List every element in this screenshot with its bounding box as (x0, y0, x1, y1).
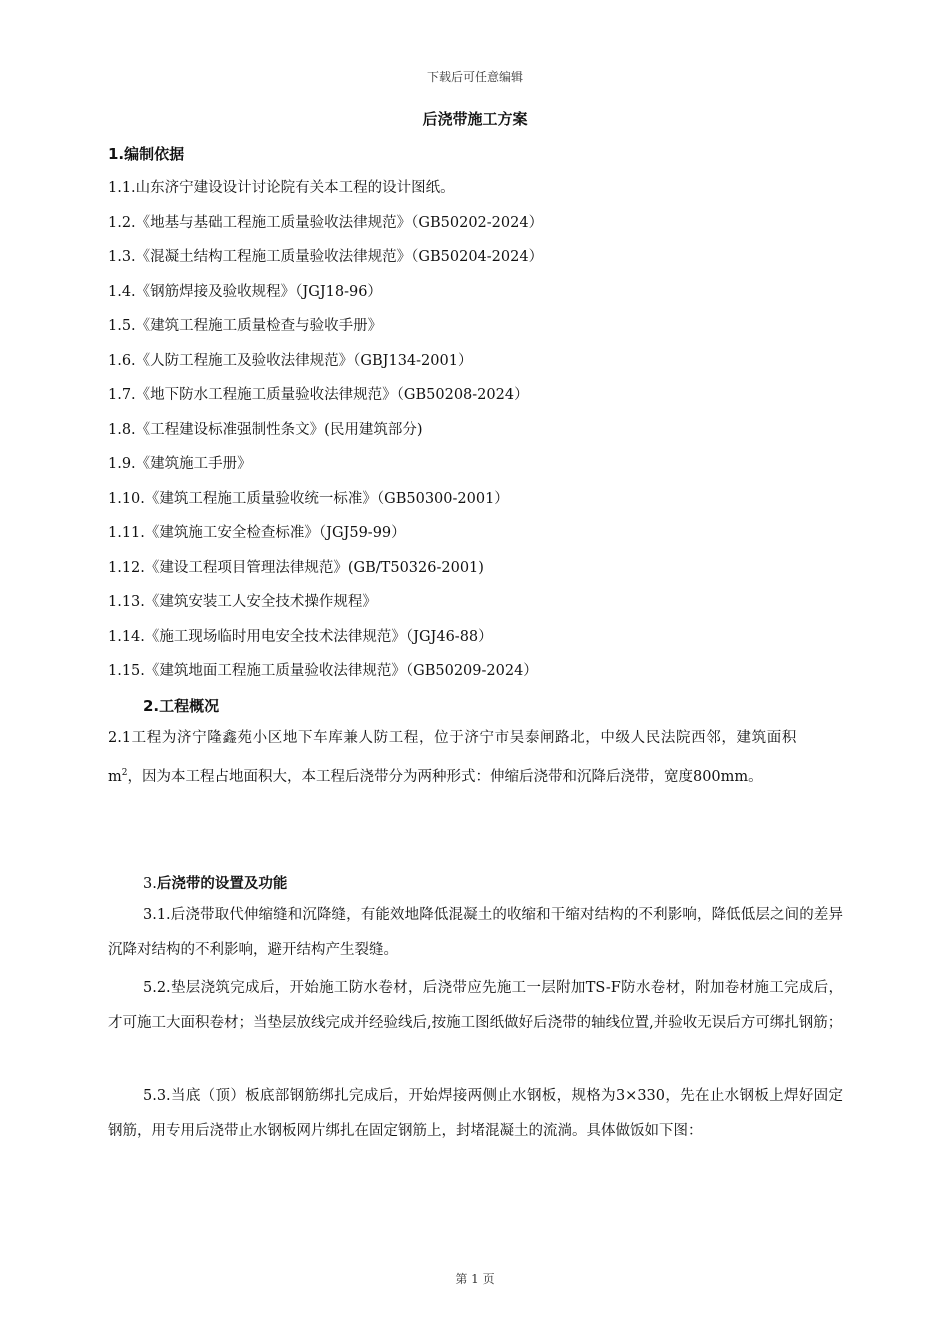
area-unit-superscript: 2 (121, 767, 128, 778)
reference-item: 1.5.《建筑工程施工质量检查与验收手册》 (108, 318, 383, 334)
section-3-paragraph-3: 5.3.当底（顶）板底部钢筋绑扎完成后，开始焊接两侧止水钢板，规格为3×330，先在止水钢板上焊好固定钢筋，用专用后浇带止水钢板网片绑扎在固定钢筋上，封堵混凝土的流淌。具体做饭如下图： (108, 1088, 843, 1139)
document-title: 后浇带施工方案 (422, 110, 528, 128)
reference-item: 1.9.《建筑施工手册》 (108, 456, 252, 472)
reference-item: 1.8.《工程建设标准强制性条文》(民用建筑部分) (108, 421, 423, 438)
reference-item: 1.12.《建设工程项目管理法律规范》(GB/T50326-2001) (108, 559, 484, 576)
section-3-title: 后浇带的设置及功能 (156, 876, 288, 892)
area-unit: m (108, 768, 122, 785)
reference-item: 1.15.《建筑地面工程施工质量验收法律规范》（GB50209-2024） (108, 663, 538, 679)
overview-text-b: ，因为本工程占地面积大，本工程后浇带分为两种形式：伸缩后浇带和沉降后浇带，宽度800mm。 (127, 768, 763, 785)
reference-item: 1.14.《施工现场临时用电安全技术法律规范》（JGJ46-88） (108, 628, 493, 645)
section-3-number: 3. (143, 876, 157, 892)
reference-item: 1.11.《建筑施工安全检查标准》（JGJ59-99） (108, 525, 406, 541)
reference-item: 1.3.《混凝土结构工程施工质量验收法律规范》（GB50204-2024） (108, 249, 544, 265)
section-1-heading: 1.编制依据 (108, 145, 185, 163)
reference-list (108, 178, 848, 696)
section-2-heading: 2.工程概况 (143, 697, 220, 715)
page-footer: 第 1 页 (455, 1272, 495, 1286)
reference-item: 1.6.《人防工程施工及验收法律规范》（GBJ134-2001） (108, 352, 473, 369)
reference-item: 1.1.山东济宁建设设计讨论院有关本工程的设计图纸。 (108, 180, 455, 196)
reference-item: 1.13.《建筑安装工人安全技术操作规程》 (108, 594, 377, 610)
overview-text-a: 2.1工程为济宁隆鑫苑小区地下车库兼人防工程，位于济宁市吴泰闸路北，中级人民法院西邻，建筑面积 (108, 730, 797, 746)
section-3-paragraph-1: 3.1.后浇带取代伸缩缝和沉降缝，有能效地降低混凝土的收缩和干缩对结构的不利影响，降低低层之间的差异沉降对结构的不利影响，避开结构产生裂缝。 (108, 907, 843, 958)
reference-item: 1.10.《建筑工程施工质量验收统一标准》（GB50300-2001） (108, 490, 509, 507)
project-overview-paragraph (108, 721, 843, 794)
section-3-heading (143, 872, 287, 893)
reference-item: 1.4.《钢筋焊接及验收规程》（JGJ18-96） (108, 283, 382, 300)
reference-item: 1.7.《地下防水工程施工质量验收法律规范》（GB50208-2024） (108, 387, 529, 403)
reference-item: 1.2.《地基与基础工程施工质量验收法律规范》（GB50202-2024） (108, 214, 544, 231)
section-3-paragraph-2: 5.2.垫层浇筑完成后，开始施工防水卷材，后浇带应先施工一层附加TS-F防水卷材，附加卷材施工完成后，才可施工大面积卷材；当垫层放线完成并经验线后,按施工图纸做好后浇带的轴线位置,并验收无误后方可绑扎钢筋； (108, 980, 843, 1031)
page-header: 下载后可任意编辑 (426, 70, 523, 84)
